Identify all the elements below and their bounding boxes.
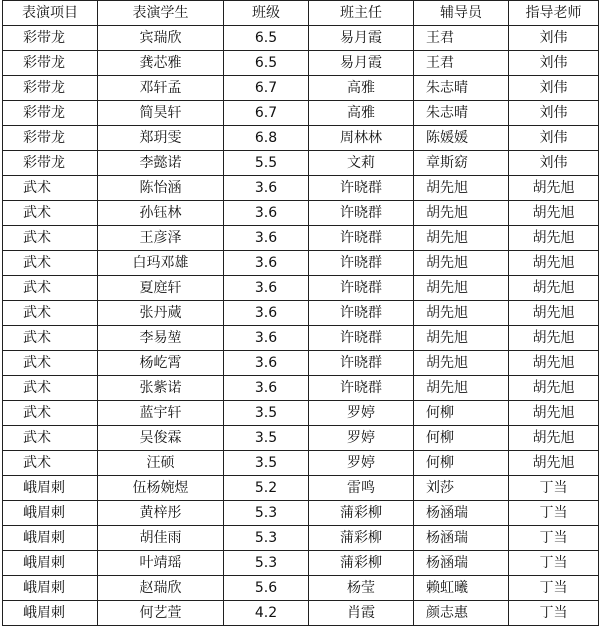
cell-project: 武术 xyxy=(3,326,98,351)
cell-class: 5.2 xyxy=(224,476,309,501)
cell-instructor: 丁当 xyxy=(509,601,599,626)
cell-student: 胡佳雨 xyxy=(98,526,224,551)
header-student: 表演学生 xyxy=(98,1,224,26)
cell-tutor: 胡先旭 xyxy=(414,351,509,376)
cell-instructor: 刘伟 xyxy=(509,26,599,51)
cell-class: 3.6 xyxy=(224,226,309,251)
cell-student: 伍杨婉煜 xyxy=(98,476,224,501)
cell-class: 3.6 xyxy=(224,276,309,301)
cell-head-teacher: 周林林 xyxy=(309,126,414,151)
cell-tutor: 章斯窈 xyxy=(414,151,509,176)
cell-project: 峨眉刺 xyxy=(3,551,98,576)
table-row xyxy=(3,426,599,451)
cell-student: 龚芯雅 xyxy=(98,51,224,76)
table-row xyxy=(3,301,599,326)
cell-class: 3.6 xyxy=(224,201,309,226)
cell-student: 孙钰林 xyxy=(98,201,224,226)
header-tutor: 辅导员 xyxy=(414,1,509,26)
table-row xyxy=(3,26,599,51)
cell-instructor: 刘伟 xyxy=(509,151,599,176)
table-row xyxy=(3,526,599,551)
cell-instructor: 胡先旭 xyxy=(509,326,599,351)
cell-class: 3.6 xyxy=(224,326,309,351)
cell-class: 5.3 xyxy=(224,501,309,526)
cell-class: 4.2 xyxy=(224,601,309,626)
cell-student: 吴俊霖 xyxy=(98,426,224,451)
cell-head-teacher: 易月霞 xyxy=(309,51,414,76)
cell-head-teacher: 许晓群 xyxy=(309,351,414,376)
cell-head-teacher: 易月霞 xyxy=(309,26,414,51)
cell-class: 3.6 xyxy=(224,251,309,276)
cell-student: 宾瑞欣 xyxy=(98,26,224,51)
table-row xyxy=(3,326,599,351)
cell-instructor: 刘伟 xyxy=(509,126,599,151)
cell-project: 彩带龙 xyxy=(3,51,98,76)
table-row xyxy=(3,601,599,626)
cell-class: 3.6 xyxy=(224,351,309,376)
cell-student: 夏庭轩 xyxy=(98,276,224,301)
table-header-row xyxy=(3,1,599,26)
cell-student: 蓝宇轩 xyxy=(98,401,224,426)
cell-project: 武术 xyxy=(3,251,98,276)
cell-tutor: 陈媛媛 xyxy=(414,126,509,151)
cell-student: 张紫诺 xyxy=(98,376,224,401)
cell-class: 6.8 xyxy=(224,126,309,151)
cell-project: 武术 xyxy=(3,426,98,451)
cell-head-teacher: 蒲彩柳 xyxy=(309,551,414,576)
table-row xyxy=(3,276,599,301)
cell-instructor: 胡先旭 xyxy=(509,376,599,401)
cell-instructor: 胡先旭 xyxy=(509,301,599,326)
table-row xyxy=(3,151,599,176)
table-row xyxy=(3,551,599,576)
cell-tutor: 胡先旭 xyxy=(414,301,509,326)
table-row xyxy=(3,376,599,401)
table-row xyxy=(3,501,599,526)
cell-project: 峨眉刺 xyxy=(3,501,98,526)
cell-student: 王彦泽 xyxy=(98,226,224,251)
cell-head-teacher: 蒲彩柳 xyxy=(309,501,414,526)
cell-project: 武术 xyxy=(3,276,98,301)
cell-project: 彩带龙 xyxy=(3,101,98,126)
cell-project: 武术 xyxy=(3,201,98,226)
cell-head-teacher: 肖霞 xyxy=(309,601,414,626)
header-project: 表演项目 xyxy=(3,1,98,26)
cell-tutor: 胡先旭 xyxy=(414,226,509,251)
cell-tutor: 杨涵瑞 xyxy=(414,526,509,551)
cell-instructor: 胡先旭 xyxy=(509,426,599,451)
cell-instructor: 胡先旭 xyxy=(509,176,599,201)
cell-instructor: 胡先旭 xyxy=(509,351,599,376)
cell-instructor: 刘伟 xyxy=(509,51,599,76)
cell-tutor: 赖虹曦 xyxy=(414,576,509,601)
cell-student: 杨屹霄 xyxy=(98,351,224,376)
cell-project: 武术 xyxy=(3,376,98,401)
cell-tutor: 王君 xyxy=(414,51,509,76)
cell-class: 6.5 xyxy=(224,26,309,51)
cell-project: 武术 xyxy=(3,451,98,476)
cell-tutor: 胡先旭 xyxy=(414,276,509,301)
cell-head-teacher: 高雅 xyxy=(309,101,414,126)
cell-head-teacher: 高雅 xyxy=(309,76,414,101)
cell-tutor: 颜志惠 xyxy=(414,601,509,626)
cell-class: 3.5 xyxy=(224,401,309,426)
cell-tutor: 何柳 xyxy=(414,401,509,426)
cell-project: 彩带龙 xyxy=(3,26,98,51)
cell-project: 峨眉刺 xyxy=(3,576,98,601)
cell-instructor: 丁当 xyxy=(509,576,599,601)
cell-head-teacher: 许晓群 xyxy=(309,201,414,226)
cell-tutor: 胡先旭 xyxy=(414,326,509,351)
cell-instructor: 丁当 xyxy=(509,476,599,501)
cell-student: 郑玥雯 xyxy=(98,126,224,151)
cell-project: 峨眉刺 xyxy=(3,526,98,551)
cell-instructor: 胡先旭 xyxy=(509,201,599,226)
cell-head-teacher: 文莉 xyxy=(309,151,414,176)
table-row xyxy=(3,176,599,201)
cell-student: 黄梓彤 xyxy=(98,501,224,526)
cell-class: 5.3 xyxy=(224,526,309,551)
cell-tutor: 王君 xyxy=(414,26,509,51)
cell-class: 5.5 xyxy=(224,151,309,176)
cell-student: 邓轩孟 xyxy=(98,76,224,101)
cell-tutor: 何柳 xyxy=(414,451,509,476)
table-row xyxy=(3,451,599,476)
performance-roster-table xyxy=(2,0,599,626)
cell-student: 何艺萱 xyxy=(98,601,224,626)
cell-tutor: 胡先旭 xyxy=(414,201,509,226)
cell-class: 3.6 xyxy=(224,301,309,326)
cell-tutor: 胡先旭 xyxy=(414,176,509,201)
cell-class: 3.5 xyxy=(224,451,309,476)
cell-class: 6.5 xyxy=(224,51,309,76)
cell-student: 白玛邓雄 xyxy=(98,251,224,276)
cell-class: 3.5 xyxy=(224,426,309,451)
table-row xyxy=(3,76,599,101)
cell-instructor: 胡先旭 xyxy=(509,276,599,301)
cell-project: 彩带龙 xyxy=(3,126,98,151)
cell-class: 3.6 xyxy=(224,376,309,401)
cell-tutor: 朱志晴 xyxy=(414,76,509,101)
cell-head-teacher: 许晓群 xyxy=(309,251,414,276)
table-row xyxy=(3,226,599,251)
table-row xyxy=(3,126,599,151)
cell-project: 武术 xyxy=(3,301,98,326)
cell-class: 5.6 xyxy=(224,576,309,601)
cell-instructor: 刘伟 xyxy=(509,101,599,126)
cell-student: 李易堃 xyxy=(98,326,224,351)
table-body xyxy=(3,26,599,626)
cell-instructor: 丁当 xyxy=(509,501,599,526)
cell-project: 武术 xyxy=(3,176,98,201)
cell-instructor: 胡先旭 xyxy=(509,401,599,426)
cell-head-teacher: 雷鸣 xyxy=(309,476,414,501)
cell-student: 张丹蒇 xyxy=(98,301,224,326)
cell-project: 彩带龙 xyxy=(3,151,98,176)
cell-head-teacher: 许晓群 xyxy=(309,376,414,401)
table-row xyxy=(3,401,599,426)
cell-instructor: 丁当 xyxy=(509,526,599,551)
cell-tutor: 杨涵瑞 xyxy=(414,501,509,526)
cell-head-teacher: 许晓群 xyxy=(309,301,414,326)
table-row xyxy=(3,576,599,601)
cell-project: 峨眉刺 xyxy=(3,601,98,626)
table-row xyxy=(3,351,599,376)
cell-head-teacher: 罗婷 xyxy=(309,401,414,426)
table-row xyxy=(3,251,599,276)
cell-instructor: 丁当 xyxy=(509,551,599,576)
cell-project: 武术 xyxy=(3,351,98,376)
cell-head-teacher: 许晓群 xyxy=(309,326,414,351)
cell-student: 简昊轩 xyxy=(98,101,224,126)
cell-tutor: 朱志晴 xyxy=(414,101,509,126)
cell-class: 6.7 xyxy=(224,101,309,126)
cell-project: 彩带龙 xyxy=(3,76,98,101)
cell-head-teacher: 罗婷 xyxy=(309,426,414,451)
cell-tutor: 何柳 xyxy=(414,426,509,451)
cell-tutor: 刘莎 xyxy=(414,476,509,501)
table-row xyxy=(3,51,599,76)
cell-instructor: 胡先旭 xyxy=(509,226,599,251)
cell-project: 武术 xyxy=(3,226,98,251)
cell-student: 赵瑞欣 xyxy=(98,576,224,601)
cell-class: 6.7 xyxy=(224,76,309,101)
cell-project: 武术 xyxy=(3,401,98,426)
cell-head-teacher: 许晓群 xyxy=(309,176,414,201)
table-row xyxy=(3,201,599,226)
cell-instructor: 胡先旭 xyxy=(509,451,599,476)
table-row xyxy=(3,476,599,501)
table-row xyxy=(3,101,599,126)
cell-project: 峨眉刺 xyxy=(3,476,98,501)
cell-tutor: 胡先旭 xyxy=(414,376,509,401)
cell-class: 3.6 xyxy=(224,176,309,201)
cell-student: 陈怡涵 xyxy=(98,176,224,201)
cell-instructor: 胡先旭 xyxy=(509,251,599,276)
header-class: 班级 xyxy=(224,1,309,26)
cell-head-teacher: 许晓群 xyxy=(309,226,414,251)
cell-head-teacher: 罗婷 xyxy=(309,451,414,476)
cell-tutor: 杨涵瑞 xyxy=(414,551,509,576)
header-instructor: 指导老师 xyxy=(509,1,599,26)
cell-head-teacher: 许晓群 xyxy=(309,276,414,301)
cell-head-teacher: 杨莹 xyxy=(309,576,414,601)
cell-student: 李懿诺 xyxy=(98,151,224,176)
cell-student: 叶靖瑶 xyxy=(98,551,224,576)
cell-student: 汪硕 xyxy=(98,451,224,476)
header-head-teacher: 班主任 xyxy=(309,1,414,26)
cell-head-teacher: 蒲彩柳 xyxy=(309,526,414,551)
cell-instructor: 刘伟 xyxy=(509,76,599,101)
cell-tutor: 胡先旭 xyxy=(414,251,509,276)
cell-class: 5.3 xyxy=(224,551,309,576)
